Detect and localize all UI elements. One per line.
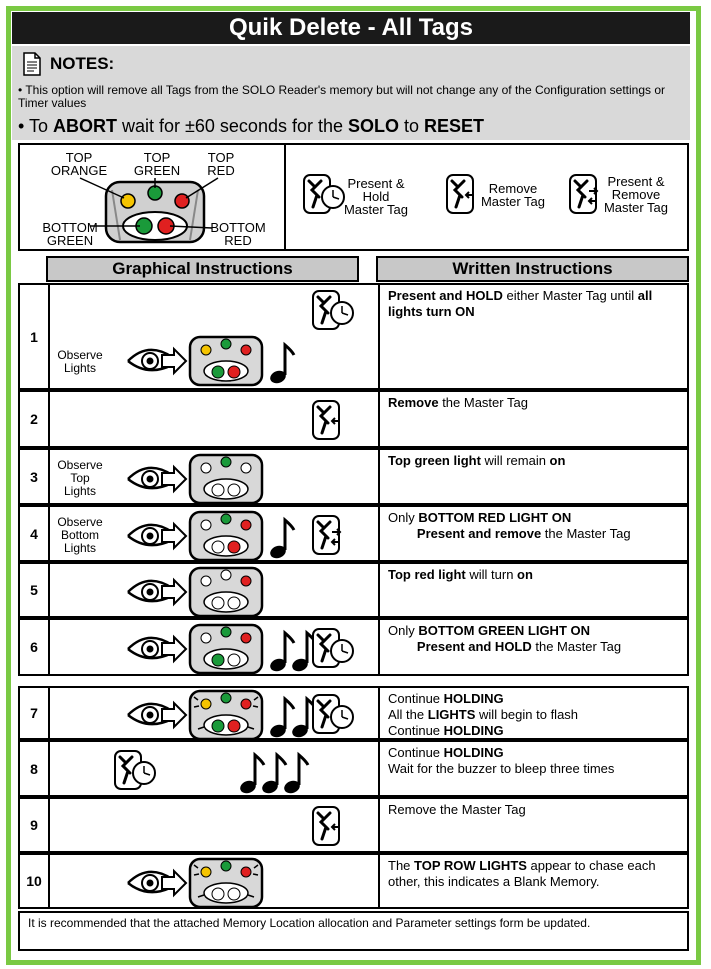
written-cell: Remove the Master Tag <box>378 799 687 851</box>
step-number: 5 <box>20 564 50 616</box>
label-present-hold: Present & Hold Master Tag <box>343 176 409 217</box>
column-gap <box>360 799 378 851</box>
reader-lights-icon <box>188 335 264 387</box>
step-number: 7 <box>20 688 50 738</box>
written-cell: Present and HOLD either Master Tag until all lights turn ON <box>378 285 687 388</box>
buzzer-note-icon <box>270 516 298 560</box>
present-hold-tag-icon <box>112 749 158 793</box>
column-gap <box>360 507 378 560</box>
instruction-row-8 <box>18 740 689 797</box>
written-cell: Top green light will remain on <box>378 450 687 503</box>
instruction-row-1 <box>18 283 689 390</box>
eye-icon <box>126 568 188 616</box>
solo-text: SOLO <box>348 116 400 136</box>
eye-icon <box>126 512 188 560</box>
label-present-remove: Present & Remove Master Tag <box>603 174 669 215</box>
buzzer-note-icon <box>240 751 312 795</box>
step-number: 4 <box>20 507 50 560</box>
present-remove-tag-icon <box>310 514 356 558</box>
column-gap <box>360 450 378 503</box>
step-number: 10 <box>20 855 50 907</box>
graphical-cell <box>48 799 362 851</box>
written-instructions-header: Written Instructions <box>376 256 689 282</box>
notes-heading-text: NOTES: <box>50 54 115 73</box>
reader-lights-icon <box>188 510 264 562</box>
graphical-cell <box>48 620 362 674</box>
graphical-cell <box>48 688 362 738</box>
column-gap <box>360 620 378 674</box>
step-number: 3 <box>20 450 50 503</box>
step-number: 8 <box>20 742 50 795</box>
instruction-row-6 <box>18 618 689 676</box>
reader-lights-icon <box>188 857 264 909</box>
column-gap <box>360 285 378 388</box>
instruction-row-9 <box>18 797 689 853</box>
instruction-row-7 <box>18 686 689 740</box>
graphical-cell <box>48 855 362 907</box>
written-cell: Continue HOLDING All the LIGHTS will begin to flash Continue HOLDING <box>378 688 687 738</box>
notes-line-2-mid: wait for ±60 seconds for the <box>117 116 348 136</box>
page-title: Quik Delete - All Tags <box>12 12 690 44</box>
step-number: 1 <box>20 285 50 388</box>
label-remove: Remove Master Tag <box>480 181 546 209</box>
remove-tag-icon <box>310 399 356 443</box>
instruction-row-10 <box>18 853 689 909</box>
graphical-cell <box>48 285 362 388</box>
observe-label: Observe Top Lights <box>57 458 103 498</box>
notes-line-2-pre: • To <box>18 116 53 136</box>
graphical-cell <box>48 392 362 446</box>
label-bottom-green: BOTTOM GREEN <box>42 220 98 248</box>
graphical-cell <box>48 564 362 616</box>
eye-icon <box>126 337 188 385</box>
column-gap <box>360 855 378 907</box>
reader-lights-icon <box>188 623 264 675</box>
eye-icon <box>126 455 188 503</box>
notes-line-1: • This option will remove all Tags from the SOLO Reader's memory but will not change any of the Configuration settings or Timer values <box>18 83 666 110</box>
graphical-instructions-header: Graphical Instructions <box>46 256 359 282</box>
label-top-red: TOP RED <box>207 150 235 178</box>
notes-line-2-to: to <box>399 116 425 136</box>
written-cell: Remove the Master Tag <box>378 392 687 446</box>
abort-text: ABORT <box>53 116 117 136</box>
written-cell: Continue HOLDING Wait for the buzzer to bleep three times <box>378 742 687 795</box>
reader-lights-icon <box>188 689 264 741</box>
eye-icon <box>126 859 188 907</box>
present-hold-tag-icon <box>310 627 356 671</box>
reset-text: RESET <box>424 116 485 136</box>
instruction-row-2 <box>18 390 689 448</box>
graphical-cell <box>48 450 362 503</box>
footer-note: It is recommended that the attached Memory Location allocation and Parameter settings form be updated. <box>18 911 689 951</box>
instruction-row-3 <box>18 448 689 505</box>
present-hold-tag-icon <box>310 693 356 737</box>
step-number: 9 <box>20 799 50 851</box>
label-bottom-red: BOTTOM RED <box>210 220 266 248</box>
written-cell: Top red light will turn on <box>378 564 687 616</box>
column-gap <box>360 742 378 795</box>
instruction-row-5 <box>18 562 689 618</box>
label-top-orange: TOP ORANGE <box>50 150 108 178</box>
present-hold-tag-icon <box>310 289 356 333</box>
written-cell: Only BOTTOM RED LIGHT ON Present and remove the Master Tag <box>378 507 687 560</box>
instruction-row-4 <box>18 505 689 562</box>
column-gap <box>360 564 378 616</box>
buzzer-note-icon <box>270 341 298 385</box>
column-gap <box>360 392 378 446</box>
label-top-green: TOP GREEN <box>133 150 181 178</box>
graphical-cell <box>48 742 362 795</box>
written-cell: The TOP ROW LIGHTS appear to chase each other, this indicates a Blank Memory. <box>378 855 687 907</box>
observe-label: Observe Lights <box>57 348 103 375</box>
eye-icon <box>126 691 188 739</box>
reader-lights-icon <box>188 566 264 618</box>
observe-label: Observe Bottom Lights <box>57 515 103 555</box>
column-gap <box>360 688 378 738</box>
step-number: 2 <box>20 392 50 446</box>
graphical-cell <box>48 507 362 560</box>
step-number: 6 <box>20 620 50 674</box>
reader-lights-icon <box>188 453 264 505</box>
remove-tag-icon <box>310 805 356 849</box>
eye-icon <box>126 625 188 673</box>
written-cell: Only BOTTOM GREEN LIGHT ON Present and HOLD the Master Tag <box>378 620 687 674</box>
